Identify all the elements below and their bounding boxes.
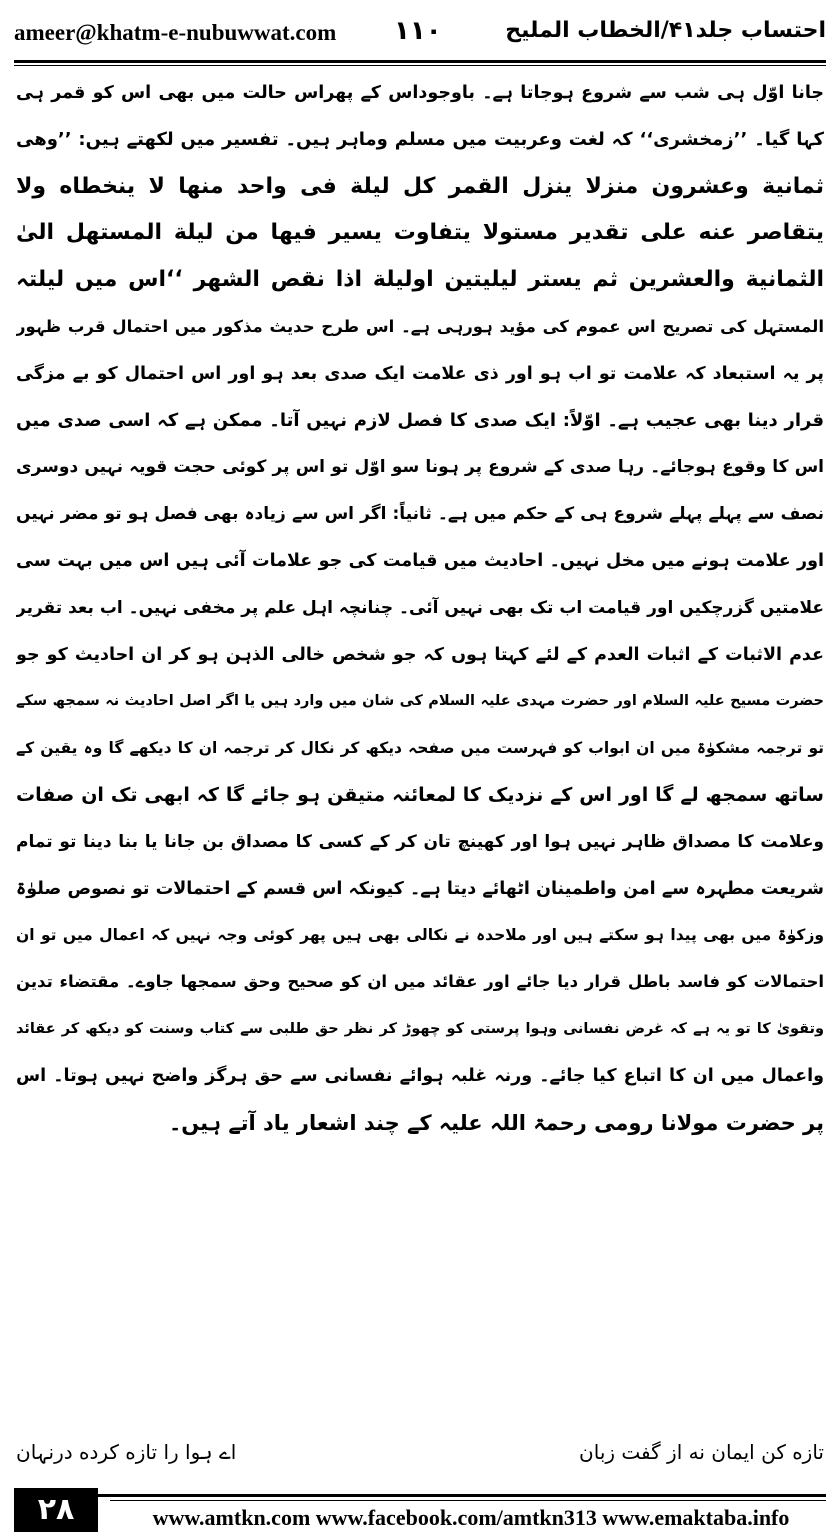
text-line: احتمالات کو فاسد باطل قرار دیا جائے اور عقائد میں ان کو صحیح وحق سمجھا جاوے۔ مقتضاء تدین	[16, 972, 824, 992]
footer-rule	[14, 1494, 826, 1497]
poem-verse	[16, 1432, 824, 1476]
text-line: پر حضرت مولانا رومی رحمۃ اللہ علیہ کے چند اشعار یاد آتے ہیں۔	[168, 1110, 824, 1135]
text-line: شریعت مطہرہ سے امن واطمینان اٹھائے دیتا ہے۔ کیونکہ اس قسم کے احتمالات تو نصوص صلوٰۃ	[16, 878, 824, 899]
book-title: احتساب جلد۴۱/الخطاب الملیح	[505, 18, 826, 43]
book-page-number: ۱۱۰	[394, 16, 442, 46]
header-email: ameer@khatm-e-nubuwwat.com	[14, 20, 337, 45]
text-line: اس کا وقوع ہوجائے۔ رہا صدی کے شروع پر ہونا سو اوّل تو اس پر کوئی حجت قویہ نہیں دوسری	[16, 457, 824, 478]
text-line: علامتیں گزرچکیں اور قیامت اب تک بھی نہیں آئی۔ چنانچہ اہل علم پر مخفی نہیں۔ اب بعد تقریر	[16, 597, 824, 618]
text-line: واعمال میں ان کا اتباع کیا جائے۔ ورنہ غلبہ ہوائے نفسانی سے حق ہرگز واضح نہیں ہوتا۔ اس	[16, 1065, 824, 1086]
footer-page-number: ۲۸	[14, 1488, 98, 1532]
page-header	[14, 14, 826, 58]
poem-hemistich-right: تازه کن ایمان نه از گفت زبان	[579, 1440, 824, 1464]
arabic-quote-line: يتقاصر عنه على تقدير مستولا يتفاوت يسير فيها من ليلة المستهل الىٰ	[16, 220, 824, 246]
text-line: اور علامت ہونے میں مخل نہیں۔ احادیث میں قیامت کی جو علامات آئی ہیں اس میں بہت سی	[16, 550, 824, 571]
text-line: پر یہ استبعاد کہ علامت تو اب ہو اور ذی علامت ایک صدی بعد ہو اور اس احتمال کو بے مزگی	[16, 363, 824, 384]
text-line: وزکوٰۃ میں بھی پیدا ہو سکتے ہیں اور ملاحدہ نے نکالی بھی ہیں پھر کوئی وجہ نہیں کہ اعمال میں تو ان	[16, 926, 824, 945]
arabic-quote-line: ثمانية وعشرون منزلا ينزل القمر كل ليلة فى واحد منها لا ينخطاه ولا	[16, 173, 824, 199]
text-line: وعلامت کا مصداق ظاہر نہیں ہوا اور کھینچ تان کر کے کسی کا مصداق بن جانا یا بنا دینا تو تمام	[16, 831, 824, 852]
text-line: ساتھ سمجھ لے گا اور اس کے نزدیک کا لمعائنہ متیقن ہو جائے گا کہ ابھی تک ان صفات	[16, 783, 824, 806]
text-line: وتقویٰ کا تو یہ ہے کہ غرض نفسانی وہوا پرستی کو چھوڑ کر نظر حق طلبی سے کتاب وسنت کو دیکھ کر عقائد	[16, 1020, 824, 1037]
text-line: نصف سے پہلے پہلے شروع ہی کے حکم میں ہے۔ ثانیاً: اگر اس سے زیادہ بھی فصل ہو تو مضر نہیں	[16, 504, 824, 525]
text-line: جانا اوّل ہی شب سے شروع ہوجاتا ہے۔ باوجوداس کے پھراس حالت میں بھی اس کو قمر ہی	[16, 83, 824, 103]
text-line: حضرت مسیح علیہ السلام اور حضرت مہدی علیہ السلام کی شان میں وارد ہیں یا اگر اصل احادیث نہ سمجھ سکے	[16, 693, 824, 710]
poem-hemistich-left: اے ہوا را تازه کرده درنہان	[16, 1440, 237, 1464]
text-line: عدم الاثبات کے اثبات العدم کے لئے کہتا ہوں کہ جو شخص خالی الذہن ہو کر ان احادیث کو جو	[16, 644, 824, 665]
arabic-quote-line: الثمانية والعشرين ثم يستر ليليتين اوليلة اذا نقص الشهر ‘‘اس میں لیلتہ	[16, 267, 824, 293]
text-line: المستہل کی تصریح اس عموم کی مؤید ہورہی ہے۔ اس طرح حدیث مذکور میں احتمال قرب ظہور	[16, 316, 824, 336]
text-line: قرار دینا بھی عجیب ہے۔ اوّلاً: ایک صدی کا فصل لازم نہیں آتا۔ ممکن ہے کہ اسی صدی میں	[16, 409, 824, 431]
header-rule	[14, 60, 826, 63]
text-line: کہا گیا۔ ’’زمخشری‘‘ کہ لغت وعربیت میں مسلم وماہر ہیں۔ تفسیر میں لکھتے ہیں: ’’وھی	[16, 128, 824, 150]
footer-rule-thin	[110, 1500, 826, 1501]
text-line: تو ترجمہ مشکوٰۃ میں ان ابواب کو فہرست میں صفحہ دیکھ کر نکال کر ترجمہ ان کا دیکھے گا وہ یقین کے	[16, 739, 824, 758]
header-rule-thin	[14, 65, 826, 66]
body-text	[16, 70, 824, 1146]
footer-website-links: www.amtkn.com www.facebook.com/amtkn313 www.emaktaba.info	[152, 1505, 790, 1530]
